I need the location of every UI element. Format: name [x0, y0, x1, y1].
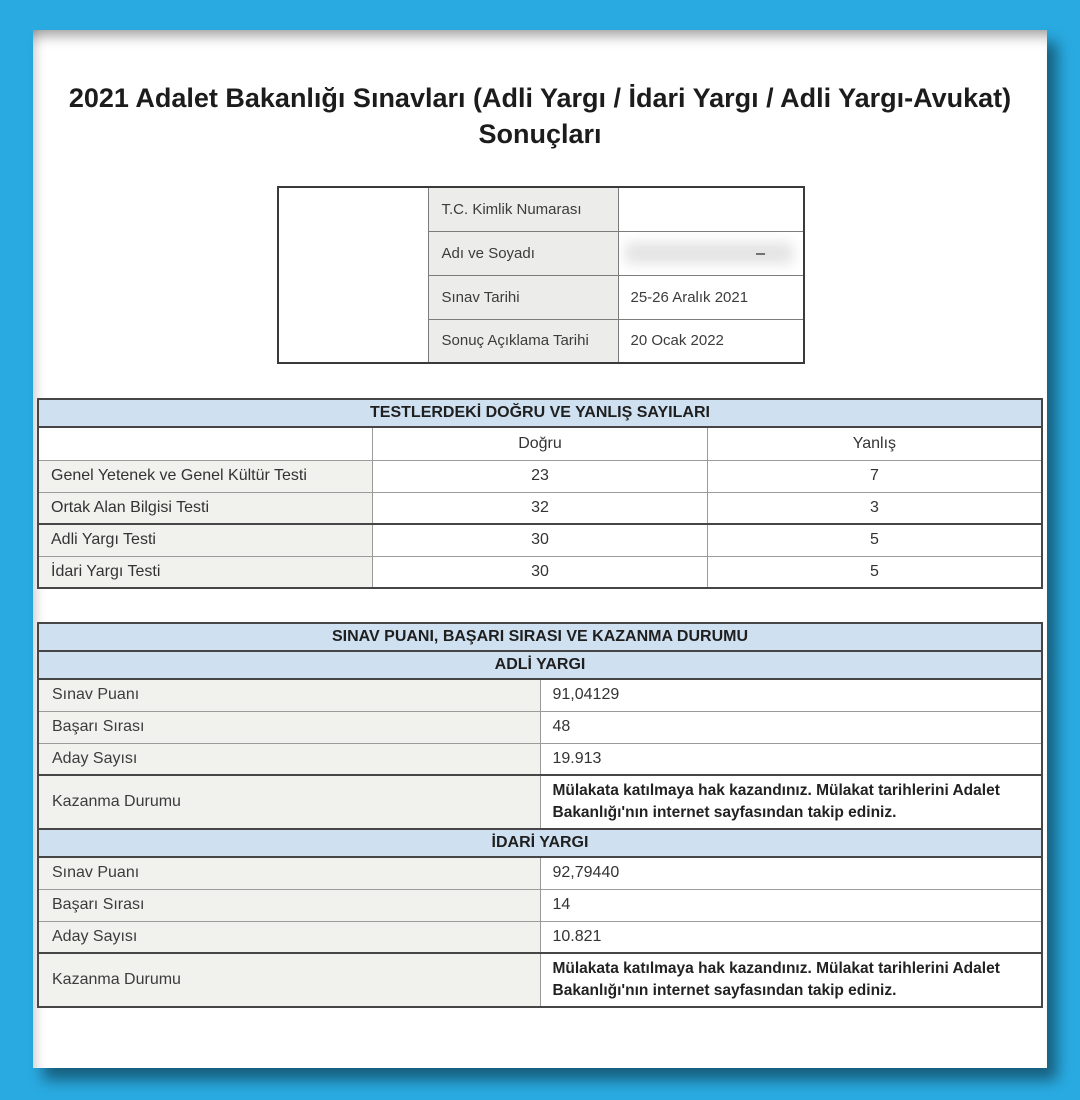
table-header-row: [38, 399, 1042, 427]
test-wrong: 7: [707, 460, 1042, 492]
info-label-result-date: Sonuç Açıklama Tarihi: [428, 319, 618, 363]
column-header-row: [38, 427, 1042, 460]
score-label: Kazanma Durumu: [38, 775, 540, 829]
score-label: Aday Sayısı: [38, 921, 540, 953]
test-correct: 30: [373, 556, 708, 588]
table-row: [38, 921, 1042, 953]
score-value: 91,04129: [540, 679, 1042, 711]
table-row: [38, 460, 1042, 492]
table-row: [38, 857, 1042, 889]
test-name: Adli Yargı Testi: [38, 524, 373, 556]
score-value: 48: [540, 711, 1042, 743]
table-row: [38, 679, 1042, 711]
score-value-kazanma: Mülakata katılmaya hak kazandınız. Mülakat tarihlerini Adalet Bakanlığı'nın internet sayfasından takip ediniz.: [540, 953, 1042, 1007]
test-results-title: TESTLERDEKİ DOĞRU VE YANLIŞ SAYILARI: [38, 399, 1042, 427]
info-value-tc-kimlik: [618, 187, 804, 231]
result-document-panel: [33, 30, 1047, 1068]
candidate-info-table: [277, 186, 805, 364]
table-row: [38, 889, 1042, 921]
score-results-title: SINAV PUANI, BAŞARI SIRASI VE KAZANMA DURUMU: [38, 623, 1042, 651]
info-label-name: Adı ve Soyadı: [428, 231, 618, 275]
section-header-row: [38, 651, 1042, 679]
section-header-adli-yargi: ADLİ YARGI: [38, 651, 1042, 679]
page-title: 2021 Adalet Bakanlığı Sınavları (Adli Yargı / İdari Yargı / Adli Yargı-Avukat) Sonuçları: [68, 83, 1012, 150]
table-row: [38, 775, 1042, 829]
score-label: Sınav Puanı: [38, 679, 540, 711]
table-row: [38, 492, 1042, 524]
photo-placeholder-cell: [278, 187, 428, 363]
test-correct: 32: [373, 492, 708, 524]
test-wrong: 3: [707, 492, 1042, 524]
score-label: Sınav Puanı: [38, 857, 540, 889]
test-wrong: 5: [707, 556, 1042, 588]
redacted-name-dash: [756, 253, 765, 255]
score-value: 14: [540, 889, 1042, 921]
test-name: Genel Yetenek ve Genel Kültür Testi: [38, 460, 373, 492]
table-row: [38, 711, 1042, 743]
table-row: [38, 743, 1042, 775]
score-label: Başarı Sırası: [38, 889, 540, 921]
score-value: 92,79440: [540, 857, 1042, 889]
score-label: Aday Sayısı: [38, 743, 540, 775]
test-wrong: 5: [707, 524, 1042, 556]
info-row: [278, 187, 804, 231]
column-header-dogru: Doğru: [373, 427, 708, 460]
table-row: [38, 524, 1042, 556]
score-results-table: [37, 622, 1043, 1008]
info-value-exam-date: 25-26 Aralık 2021: [618, 275, 804, 319]
score-value: 19.913: [540, 743, 1042, 775]
table-header-row: [38, 623, 1042, 651]
test-correct: 30: [373, 524, 708, 556]
score-label: Başarı Sırası: [38, 711, 540, 743]
score-label: Kazanma Durumu: [38, 953, 540, 1007]
info-value-result-date: 20 Ocak 2022: [618, 319, 804, 363]
column-header-yanlis: Yanlış: [707, 427, 1042, 460]
redacted-name-blur: [625, 242, 793, 264]
table-row: [38, 556, 1042, 588]
test-results-table: [37, 398, 1043, 589]
empty-corner-cell: [38, 427, 373, 460]
info-label-tc-kimlik: T.C. Kimlik Numarası: [428, 187, 618, 231]
info-label-exam-date: Sınav Tarihi: [428, 275, 618, 319]
test-correct: 23: [373, 460, 708, 492]
section-header-idari-yargi: İDARİ YARGI: [38, 829, 1042, 857]
score-value-kazanma: Mülakata katılmaya hak kazandınız. Mülakat tarihlerini Adalet Bakanlığı'nın internet sayfasından takip ediniz.: [540, 775, 1042, 829]
info-value-name: [618, 231, 804, 275]
score-value: 10.821: [540, 921, 1042, 953]
table-row: [38, 953, 1042, 1007]
section-header-row: [38, 829, 1042, 857]
test-name: İdari Yargı Testi: [38, 556, 373, 588]
test-name: Ortak Alan Bilgisi Testi: [38, 492, 373, 524]
